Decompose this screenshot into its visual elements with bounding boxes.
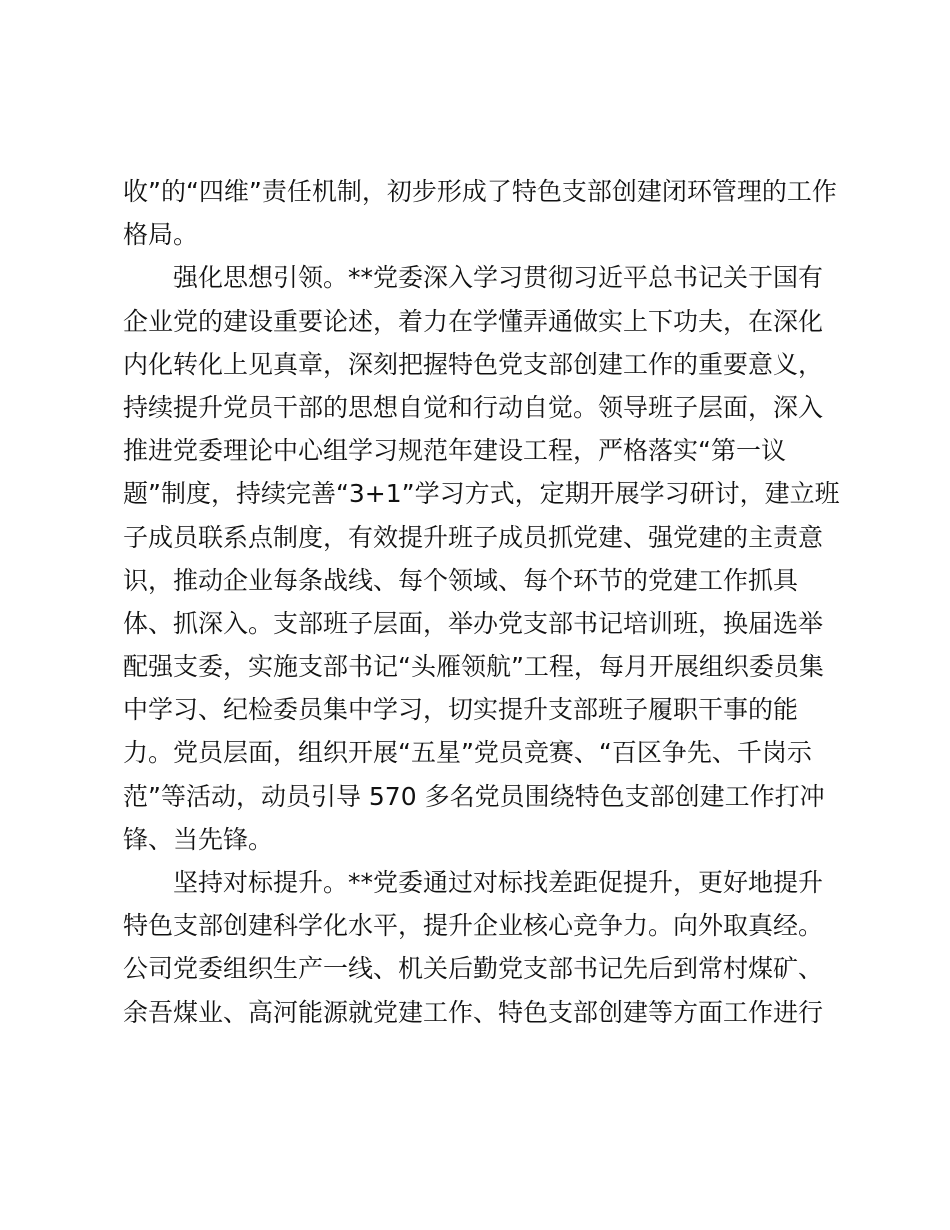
text-line-14: 力。党员层面，组织开展“五星”党员竞赛、“百区争先、千岗示 [123,738,812,768]
text-line-2: 格局。 [123,220,199,250]
text-line-20: 余吾煤业、高河能源就党建工作、特色支部创建等方面工作进行 [123,997,824,1027]
text-line-7: 推进党委理论中心组学习规范年建设工程，严格落实“第一议 [123,436,786,466]
text-line-5: 内化转化上见真章，深刻把握特色党支部创建工作的重要意义， [123,349,824,379]
text-line-1: 收”的“四维”责任机制，初步形成了特色支部创建闭环管理的工作 [123,177,837,206]
text-line-8: 题”制度，持续完善“3+1”学习方式，定期开展学习研讨，建立班 [123,479,840,509]
text-line-17: 坚持对标提升。**党委通过对标找差距促提升，更好地提升 [173,868,824,897]
text-line-11: 体、抓深入。支部班子层面，举办党支部书记培训班，换届选举 [123,608,824,638]
text-line-15: 范”等活动，动员引导 570 多名党员围绕特色支部创建工作打冲 [123,781,825,811]
text-line-18: 特色支部创建科学化水平，提升企业核心竞争力。向外取真经。 [123,911,824,941]
text-line-13: 中学习、纪检委员集中学习，切实提升支部班子履职干事的能 [123,695,799,725]
text-line-6: 持续提升党员干部的思想自觉和行动自觉。领导班子层面，深入 [123,392,824,422]
text-line-9: 子成员联系点制度，有效提升班子成员抓党建、强党建的主责意 [123,522,824,552]
body-text [123,170,843,1034]
text-line-3: 强化思想引领。**党委深入学习贯彻习近平总书记关于国有 [173,263,824,293]
text-line-10: 识，推动企业每条战线、每个领域、每个环节的党建工作抓具 [123,565,799,595]
text-line-4: 企业党的建设重要论述，着力在学懂弄通做实上下功夫，在深化 [123,306,824,336]
text-line-16: 锋、当先锋。 [123,824,274,854]
text-line-12: 配强支委，实施支部书记“头雁领航”工程，每月开展组织委员集 [123,652,824,682]
text-line-19: 公司党委组织生产一线、机关后勤党支部书记先后到常村煤矿、 [123,954,824,984]
